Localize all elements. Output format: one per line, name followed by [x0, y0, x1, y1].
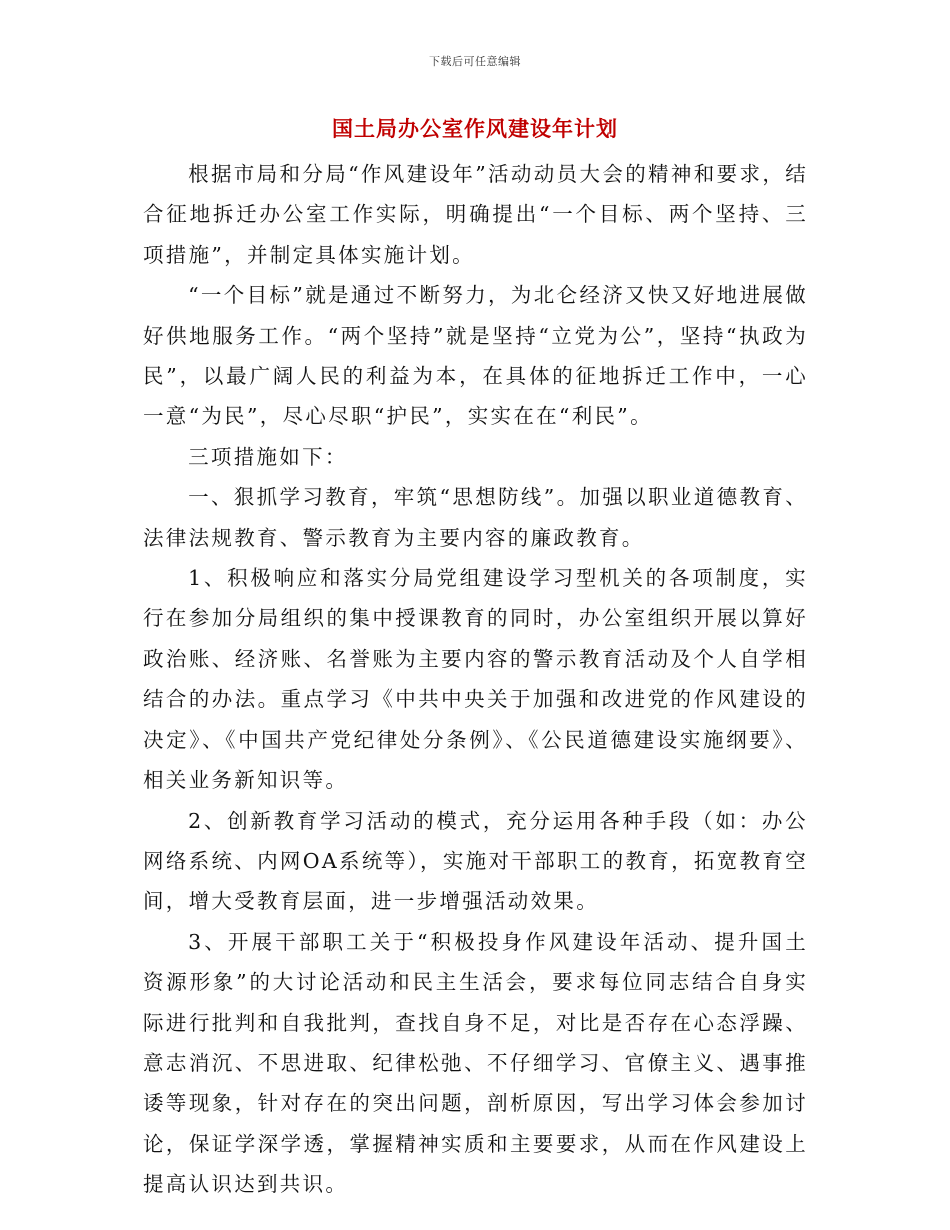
paragraph-three-measures-heading: 三项措施如下： [188, 444, 348, 469]
paragraph-one-goal: “一个目标”就是通过不断努力，为北仑经济又快又好地进展做好供地服务工作。“两个坚持”就是坚持“立党为公”，坚持“执政为民”，以最广阔人民的利益为本，在具体的征地拆迁工作中，一心一意“为民”，尽心尽职“护民”，实实在在“利民”。 [143, 283, 808, 429]
paragraph-measure-one: 一、狠抓学习教育，牢筑“思想防线”。加强以职业道德教育、法律法规教育、警示教育为主要内容的廉政教育。 [143, 485, 808, 550]
header-note: 下载后可任意编辑 [429, 55, 521, 68]
paragraph-item-3: 3、开展干部职工关于“积极投身作风建设年活动、提升国土资源形象”的大讨论活动和民主生活会，要求每位同志结合自身实际进行批判和自我批判，查找自身不足，对比是否存在心态浮躁、意志消沉、不思进取、纪律松弛、不仔细学习、官僚主义、遇事推诿等现象，针对存在的突出问题，剖析原因，写出学习体会参加讨论，保证学深学透，掌握精神实质和主要要求，从而在作风建设上提高认识达到共识。 [143, 929, 808, 1197]
document-title: 国土局办公室作风建设年计划 [332, 116, 618, 141]
paragraph-intro: 根据市局和分局“作风建设年”活动动员大会的精神和要求，结合征地拆迁办公室工作实际，明确提出“一个目标、两个坚持、三项措施”，并制定具体实施计划。 [143, 162, 808, 267]
paragraph-item-1: 1、积极响应和落实分局党组建设学习型机关的各项制度，实行在参加分局组织的集中授课教育的同时，办公室组织开展以算好政治账、经济账、名誉账为主要内容的警示教育活动及个人自学相结合的办法。重点学习《中共中央关于加强和改进党的作风建设的决定》、《中国共产党纪律处分条例》、《公民道德建设实施纲要》、相关业务新知识等。 [143, 566, 808, 793]
paragraph-item-2: 2、创新教育学习活动的模式，充分运用各种手段（如：办公网络系统、内网OA系统等），实施对干部职工的教育，拓宽教育空间，增大受教育层面，进一步增强活动效果。 [143, 808, 808, 914]
document-body [143, 154, 808, 1205]
